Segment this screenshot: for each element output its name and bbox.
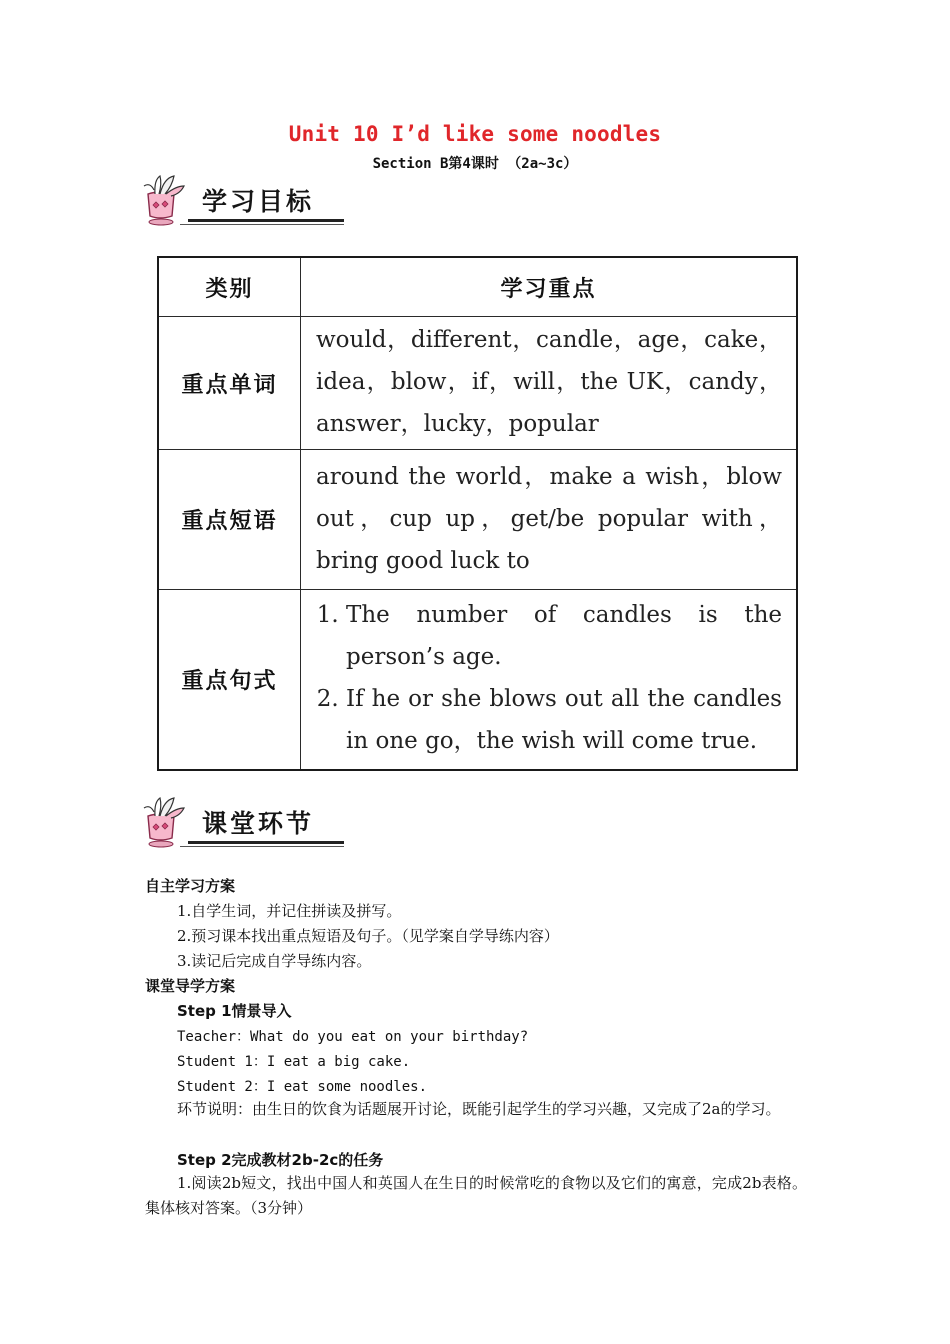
step1-note: 环节说明：由生日的饮食为话题展开讨论，既能引起学生的学习兴趣，又完成了2a的学习。 [177,1100,781,1118]
header-focus: 学习重点 [301,257,798,317]
self-study-item: 2.预习课本找出重点短语及句子。（见学案自学导练内容） [177,927,559,945]
content-words: would，different，candle，age，cake，idea，blow，if，will，the UK，candy，answer，lucky，popular [301,317,798,450]
lesson-subtitle: Section B第4课时 （2a~3c） [372,156,578,172]
classroom-banner [140,794,350,854]
header-category: 类别 [158,257,301,317]
learning-goals-table [157,256,798,771]
sentence-item: 1. The number of candles is the person’s age. [346,594,782,678]
guided-heading: 课堂导学方案 [145,977,236,995]
goals-banner [140,172,350,232]
banner-underline-thin [180,846,344,847]
flower-pot-icon [140,172,200,232]
dialogue-line: Student 1：I eat a big cake. [177,1054,411,1070]
banner-underline-thin [180,224,344,225]
classroom-banner-label: 课堂环节 [202,809,315,838]
banner-underline [188,841,344,844]
goals-banner-label: 学习目标 [202,187,315,216]
flower-pot-icon [140,794,200,854]
self-study-item: 1.自学生词，并记住拼读及拼写。 [177,902,402,920]
table-row-sentences [158,590,797,770]
category-sentences: 重点句式 [158,590,301,770]
step1-heading: Step 1情景导入 [177,1002,292,1020]
self-study-item: 3.读记后完成自学导练内容。 [177,952,372,970]
unit-title: Unit 10 I’d like some noodles [288,122,662,146]
step2-task: 1.阅读2b短文，找出中国人和英国人在生日的时候常吃的食物以及它们的寓意，完成2b表格。集体核对答案。（3分钟） [145,1174,807,1217]
sentence-item: 2. If he or she blows out all the candles in one go，the wish will come true. [346,678,782,762]
step2-heading: Step 2完成教材2b-2c的任务 [177,1151,384,1169]
banner-underline [188,219,344,222]
table-row-phrases [158,450,797,590]
self-study-heading: 自主学习方案 [145,877,236,895]
category-phrases: 重点短语 [158,450,301,590]
dialogue-line: Student 2：I eat some noodles. [177,1079,428,1095]
content-phrases: around the world，make a wish，blow out，cup up，get/be popular with，bring good luck to [301,450,798,590]
table-row-words [158,317,797,450]
content-sentences [301,590,798,770]
category-words: 重点单词 [158,317,301,450]
dialogue-line: Teacher：What do you eat on your birthday? [177,1029,529,1045]
table-header-row [158,257,797,317]
